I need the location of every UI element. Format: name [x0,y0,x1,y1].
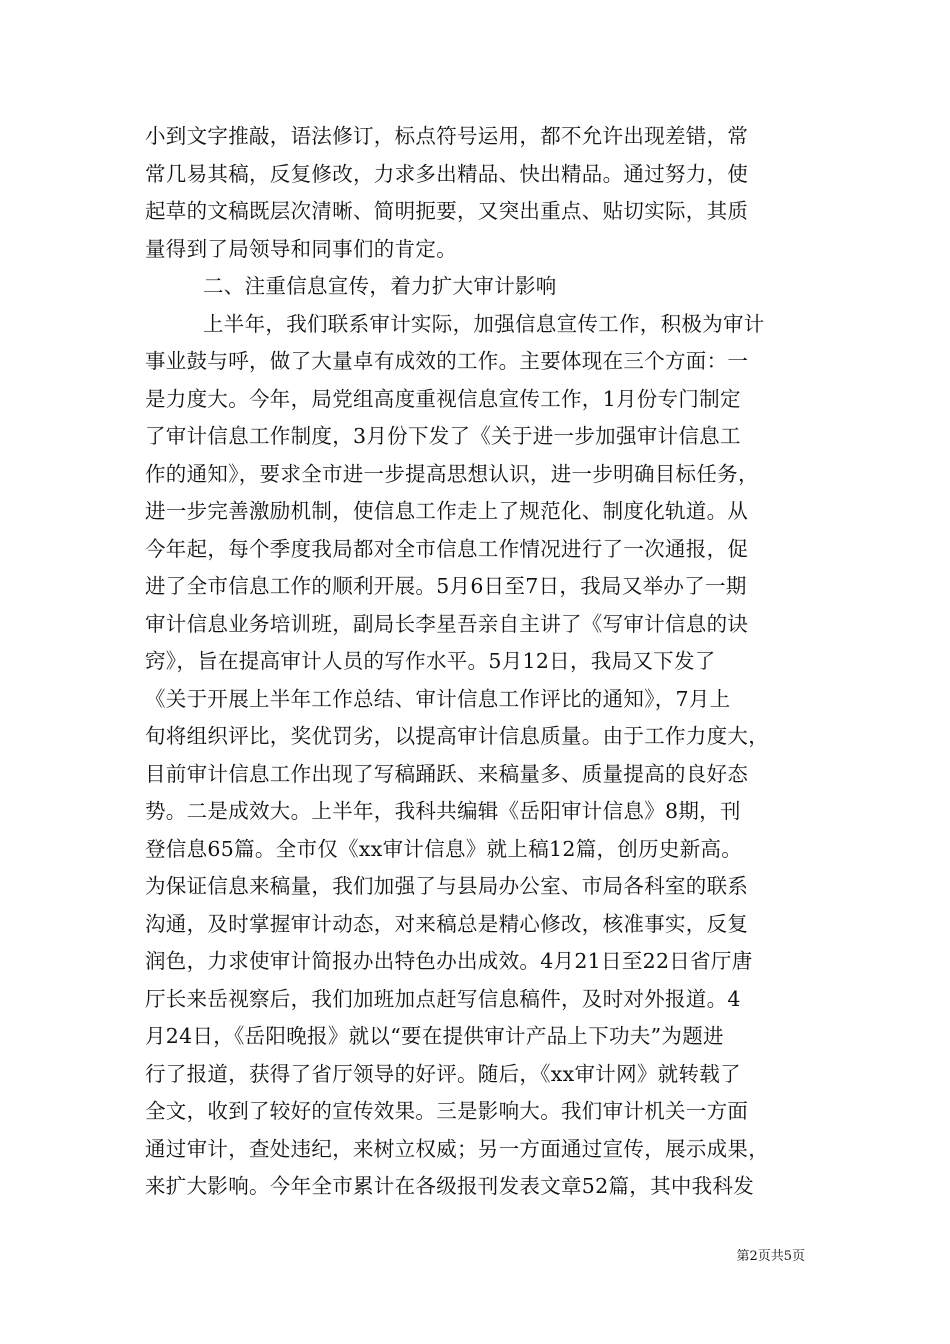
text-line: 进了全市信息工作的顺利开展。5月6日至7日，我局又举办了一期 [145,574,747,598]
text-line: 势。二是成效大。上半年，我科共编辑《岳阳审计信息》8期，刊 [145,799,741,823]
text-line: 今年起，每个季度我局都对全市信息工作情况进行了一次通报，促 [145,536,749,561]
text-line: 登信息65篇。全市仅《xx审计信息》就上稿12篇，创历史新高。 [145,836,743,861]
text-line: 事业鼓与呼，做了大量卓有成效的工作。主要体现在三个方面：一 [145,349,749,373]
text-line: 来扩大影响。今年全市累计在各级报刊发表文章52篇，其中我科发 [145,1174,755,1198]
text-line: 进一步完善激励机制，使信息工作走上了规范化、制度化轨道。从 [145,499,749,523]
text-line: 了审计信息工作制度，3月份下发了《关于进一步加强审计信息工 [145,424,741,448]
text-line: 行了报道，获得了省厅领导的好评。随后，《xx审计网》就转载了 [145,1061,741,1086]
text-line: 作的通知》，要求全市进一步提高思想认识，进一步明确目标任务， [145,461,759,486]
text-line: 小到文字推敲，语法修订，标点符号运用，都不允许出现差错，常 [145,124,749,148]
section-heading: 二、注重信息宣传，着力扩大审计影响 [203,274,557,298]
body-text [145,118,810,1206]
text-line: 通过审计，查处违纪，来树立权威；另一方面通过宣传，展示成果， [145,1136,769,1161]
text-line: 常几易其稿，反复修改，力求多出精品、快出精品。通过努力，使 [145,161,749,186]
text-line: 全文，收到了较好的宣传效果。三是影响大。我们审计机关一方面 [145,1099,749,1123]
text-line: 是力度大。今年，局党组高度重视信息宣传工作，1月份专门制定 [145,386,741,411]
text-line: 旬将组织评比，奖优罚劣，以提高审计信息质量。由于工作力度大， [145,724,769,748]
text-line: 润色，力求使审计简报办出特色办出成效。4月21日至22日省厅唐 [145,949,753,973]
text-line: 窍》，旨在提高审计人员的写作水平。5月12日，我局又下发了 [145,649,716,673]
text-line: 目前审计信息工作出现了写稿踊跃、来稿量多、质量提高的良好态 [145,761,749,786]
text-line: 《关于开展上半年工作总结、审计信息工作评比的通知》，7月上 [145,686,731,711]
text-line: 沟通，及时掌握审计动态，对来稿总是精心修改，核准事实，反复 [145,911,749,936]
text-line: 上半年，我们联系审计实际，加强信息宣传工作，积极为审计 [203,311,765,336]
page-number: 第2页共5页 [736,1249,805,1264]
text-line: 月24日，《岳阳晚报》就以“要在提供审计产品上下功夫”为题进 [145,1024,724,1048]
text-line: 审计信息业务培训班，副局长李星吾亲自主讲了《写审计信息的诀 [145,611,749,636]
text-line: 量得到了局领导和同事们的肯定。 [145,236,457,261]
text-line: 厅长来岳视察后，我们加班加点赶写信息稿件，及时对外报道。4 [145,986,741,1011]
text-line: 为保证信息来稿量，我们加强了与县局办公室、市局各科室的联系 [145,874,749,898]
text-line: 起草的文稿既层次清晰、简明扼要，又突出重点、贴切实际，其质 [145,199,749,223]
